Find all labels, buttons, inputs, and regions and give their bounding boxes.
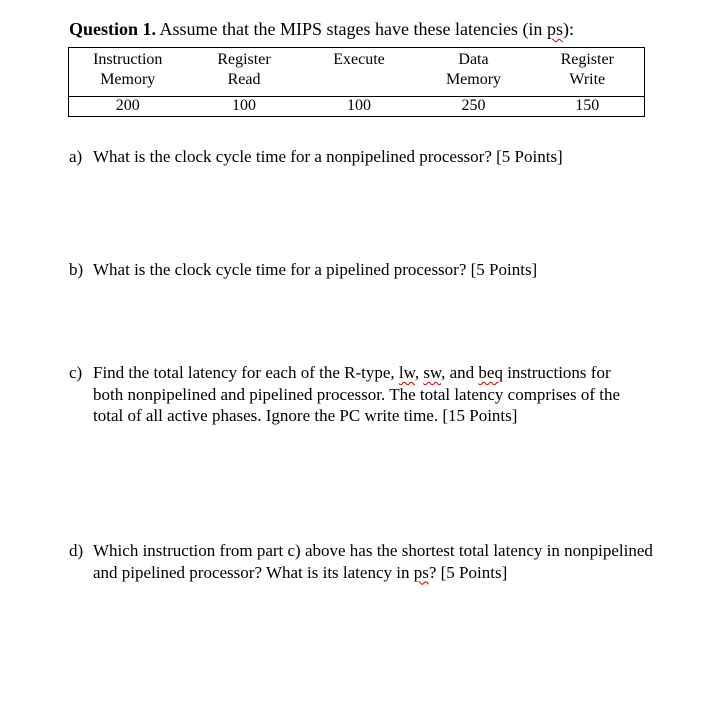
question-heading xyxy=(69,18,574,40)
question-title: Question 1. xyxy=(69,19,157,39)
question-intro: Assume that the MIPS stages have these latencies (in xyxy=(156,19,547,39)
value-register-read: 100 xyxy=(187,97,302,117)
part-c-label: c) xyxy=(69,363,83,382)
header-register-write: Register Write xyxy=(531,48,645,97)
lw-term: lw xyxy=(398,363,415,382)
header-register-read: Register Read xyxy=(187,48,302,97)
header-data-memory: Data Memory xyxy=(417,48,531,97)
part-d-text: Which instruction from part c) above has the shortest total latency in nonpipelined and pipelined processor? What is its latency in ps? [5 Points] xyxy=(93,541,653,582)
ps-term: ps xyxy=(413,562,429,582)
part-b-label: b) xyxy=(69,260,84,279)
beq-term: beq xyxy=(478,363,503,382)
table-header-row xyxy=(69,48,645,97)
latency-table xyxy=(68,47,645,117)
part-a xyxy=(69,146,629,168)
value-execute: 100 xyxy=(302,97,417,117)
question-intro-end: ): xyxy=(562,19,574,39)
part-c xyxy=(69,362,644,427)
header-execute: Execute xyxy=(302,48,417,97)
part-c-text: Find the total latency for each of the R-type, lw, sw, and beq instructions for both nonpipelined and pipelined processor. The total latency comprises of the total of all active phases. Ignore the PC write time. [15 Points] xyxy=(93,363,621,425)
part-d-label: d) xyxy=(69,541,84,560)
part-a-label: a) xyxy=(69,147,83,166)
part-b-text: What is the clock cycle time for a pipelined processor? [5 Points] xyxy=(93,260,538,279)
value-instruction-memory: 200 xyxy=(69,97,187,117)
value-register-write: 150 xyxy=(531,97,645,117)
part-a-text: What is the clock cycle time for a nonpipelined processor? [5 Points] xyxy=(93,147,563,166)
table-value-row xyxy=(69,97,645,117)
sw-term: sw xyxy=(423,363,442,382)
question-intro-unit: ps xyxy=(546,19,563,39)
value-data-memory: 250 xyxy=(417,97,531,117)
header-instruction-memory: Instruction Memory xyxy=(69,48,187,97)
part-b xyxy=(69,259,629,281)
part-d xyxy=(69,540,659,583)
